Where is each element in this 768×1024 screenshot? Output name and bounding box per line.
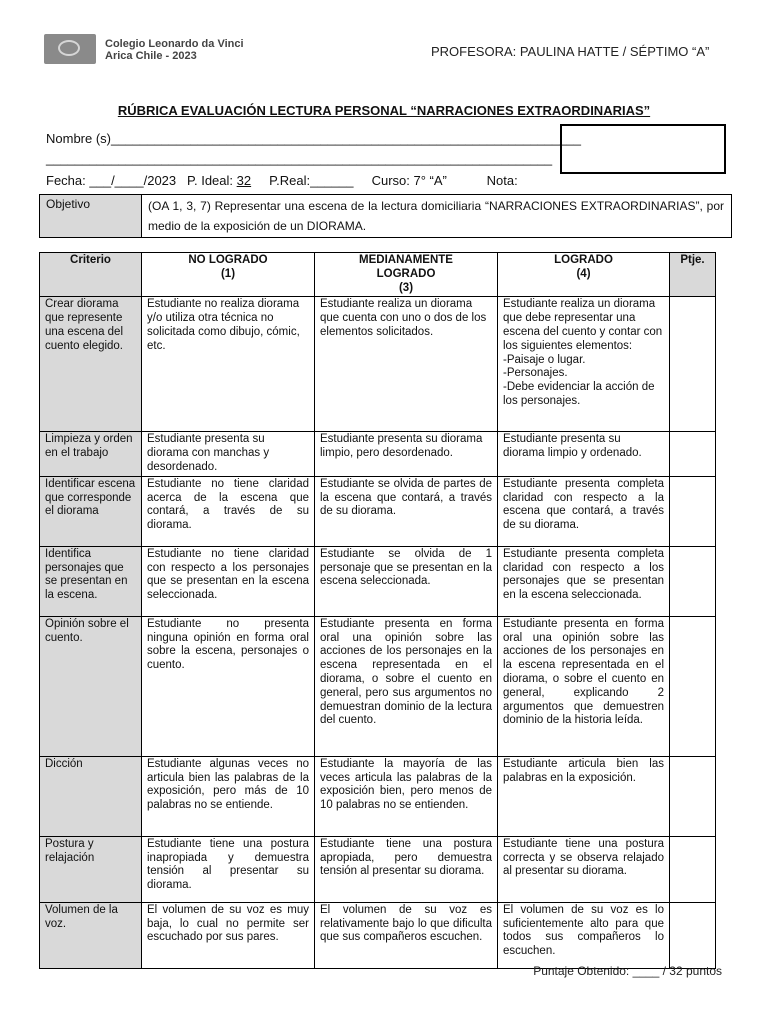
score-cell[interactable] bbox=[670, 902, 716, 968]
header-ptje: Ptje. bbox=[670, 253, 716, 297]
name-line-2[interactable]: ______________________________________________________________________ bbox=[46, 151, 553, 166]
name-field[interactable] bbox=[46, 131, 581, 146]
header-no-logrado bbox=[142, 253, 315, 297]
logrado-cell: Estudiante presenta completa claridad con respecto a la escena que contará, a través de su diorama. bbox=[498, 476, 670, 546]
table-row bbox=[40, 297, 716, 432]
header-medianamente-score: (3) bbox=[398, 281, 414, 294]
ideal-score-value: 32 bbox=[236, 173, 252, 188]
medianamente-cell: Estudiante se olvida de partes de la escena que contará, a través de su diorama. bbox=[315, 476, 498, 546]
no-logrado-cell: Estudiante algunas veces no articula bien las palabras de la exposición, pero más de 10 palabras no se entiende. bbox=[142, 756, 315, 836]
school-name-line1: Colegio Leonardo da Vinci bbox=[105, 38, 244, 50]
table-row bbox=[40, 756, 716, 836]
name-line: _________________________________________________________________ bbox=[111, 131, 581, 146]
rubric-table bbox=[39, 252, 716, 969]
document-title: RÚBRICA EVALUACIÓN LECTURA PERSONAL “NARRACIONES EXTRAORDINARIAS” bbox=[117, 103, 651, 118]
school-name bbox=[105, 38, 244, 62]
logrado-cell: Estudiante presenta su diorama limpio y ordenado. bbox=[498, 432, 670, 476]
no-logrado-cell: Estudiante no presenta ninguna opinión en forma oral sobre la escena, personajes o cuento. bbox=[142, 616, 315, 756]
score-cell[interactable] bbox=[670, 546, 716, 616]
criterion-cell: Identificar escena que corresponde el diorama bbox=[40, 476, 142, 546]
course-label: Curso: bbox=[371, 173, 410, 188]
criterion-cell: Crear diorama que represente una escena del cuento elegido. bbox=[40, 297, 142, 432]
criterion-cell: Postura y relajación bbox=[40, 836, 142, 902]
logrado-cell: Estudiante tiene una postura correcta y se observa relajado al presentar su diorama. bbox=[498, 836, 670, 902]
ideal-score-label: P. Ideal: bbox=[186, 173, 234, 188]
score-cell[interactable] bbox=[670, 616, 716, 756]
medianamente-cell: Estudiante se olvida de 1 personaje que se presentan en la escena seleccionada. bbox=[315, 546, 498, 616]
date-label: Fecha: bbox=[46, 173, 86, 188]
name-label: Nombre (s) bbox=[46, 131, 112, 146]
score-cell[interactable] bbox=[670, 297, 716, 432]
header-medianamente bbox=[315, 253, 498, 297]
form-info-row bbox=[46, 173, 518, 188]
table-row bbox=[40, 616, 716, 756]
header-criterio: Criterio bbox=[40, 253, 142, 297]
medianamente-cell: El volumen de su voz es relativamente bajo lo que dificulta que sus compañeros escuchen. bbox=[315, 902, 498, 968]
objective-text: (OA 1, 3, 7) Representar una escena de la lectura domiciliaria “NARRACIONES EXTRAORDINARIAS”, por medio de la exposición de un DIORAMA. bbox=[148, 199, 724, 233]
medianamente-cell: Estudiante la mayoría de las veces articula las palabras de la exposición bien, pero menos de 10 palabras no se entienden. bbox=[315, 756, 498, 836]
real-score-value[interactable]: ______ bbox=[310, 173, 354, 188]
date-value[interactable]: ___/____/2023 bbox=[89, 173, 177, 188]
medianamente-cell: Estudiante presenta su diorama limpio, pero desordenado. bbox=[315, 432, 498, 476]
table-row bbox=[40, 476, 716, 546]
header-logrado bbox=[498, 253, 670, 297]
header-medianamente-title-2: LOGRADO bbox=[376, 267, 436, 280]
no-logrado-cell: El volumen de su voz es muy baja, lo cual no permite ser escuchado por sus pares. bbox=[142, 902, 315, 968]
criterion-cell: Identifica personajes que se presentan en la escena. bbox=[40, 546, 142, 616]
score-cell[interactable] bbox=[670, 432, 716, 476]
logrado-cell: Estudiante presenta completa claridad con respecto a los personajes que se presentan en la escena seleccionada. bbox=[498, 546, 670, 616]
criterion-cell: Dicción bbox=[40, 756, 142, 836]
criterion-cell: Opinión sobre el cuento. bbox=[40, 616, 142, 756]
no-logrado-cell: Estudiante no tiene claridad acerca de la escena que contará, a través de su diorama. bbox=[142, 476, 315, 546]
real-score-label: P.Real: bbox=[269, 173, 311, 188]
table-row bbox=[40, 546, 716, 616]
score-cell[interactable] bbox=[670, 836, 716, 902]
medianamente-cell: Estudiante tiene una postura apropiada, pero demuestra tensión al presentar su diorama. bbox=[315, 836, 498, 902]
no-logrado-cell: Estudiante presenta su diorama con manchas y desordenado. bbox=[142, 432, 315, 476]
medianamente-cell: Estudiante realiza un diorama que cuenta con uno o dos de los elementos solicitados. bbox=[315, 297, 498, 432]
logrado-cell: Estudiante presenta en forma oral una opinión sobre las acciones de los personajes en la escena representada en el diorama, o sobre el cuento en general, explicando 2 argumentos que demuestren dominio de la historia leída. bbox=[498, 616, 670, 756]
criterion-cell: Limpieza y orden en el trabajo bbox=[40, 432, 142, 476]
no-logrado-cell: Estudiante no tiene claridad con respecto a los personajes que se presentan en la escena seleccionada. bbox=[142, 546, 315, 616]
logrado-cell: El volumen de su voz es lo suficientemente alto para que todos sus compañeros lo escuchen. bbox=[498, 902, 670, 968]
total-score: Puntaje Obtenido: ____ / 32 puntos bbox=[533, 964, 722, 978]
header-no-logrado-score: (1) bbox=[220, 267, 236, 280]
school-logo bbox=[44, 34, 96, 64]
medianamente-cell: Estudiante presenta en forma oral una opinión sobre las acciones de los personajes en la escena representada en el diorama, o sobre el cuento en general, pero sus argumentos no demuestran dominio de la lectura del cuento. bbox=[315, 616, 498, 756]
objective-label: Objetivo bbox=[40, 195, 142, 237]
objective-box bbox=[39, 194, 732, 238]
score-cell[interactable] bbox=[670, 756, 716, 836]
school-name-line2: Arica Chile - 2023 bbox=[105, 50, 197, 62]
grade-box[interactable] bbox=[560, 124, 726, 174]
table-row bbox=[40, 902, 716, 968]
grade-label: Nota: bbox=[486, 173, 518, 188]
header-logrado-title: LOGRADO bbox=[554, 254, 613, 266]
table-row bbox=[40, 432, 716, 476]
teacher-label: PROFESORA: PAULINA HATTE / SÉPTIMO “A” bbox=[431, 44, 710, 59]
no-logrado-cell: Estudiante no realiza diorama y/o utiliza otra técnica no solicitada como dibujo, cómic, etc. bbox=[142, 297, 315, 432]
logrado-cell: Estudiante articula bien las palabras en la exposición. bbox=[498, 756, 670, 836]
header-logrado-score: (4) bbox=[576, 267, 591, 280]
score-cell[interactable] bbox=[670, 476, 716, 546]
no-logrado-cell: Estudiante tiene una postura inapropiada y demuestra tensión al presentar su diorama. bbox=[142, 836, 315, 902]
criterion-cell: Volumen de la voz. bbox=[40, 902, 142, 968]
header-no-logrado-title: NO LOGRADO bbox=[188, 254, 268, 266]
rubric-header-row bbox=[40, 253, 716, 297]
header-medianamente-title-1: MEDIANAMENTE bbox=[359, 254, 453, 266]
table-row bbox=[40, 836, 716, 902]
course-value: 7° “A” bbox=[413, 173, 447, 188]
logrado-cell: Estudiante realiza un diorama que debe representar una escena del cuento y contar con los siguientes elementos: -Paisaje o lugar. -Personajes. -Debe evidenciar la acción de los personajes. bbox=[498, 297, 670, 432]
